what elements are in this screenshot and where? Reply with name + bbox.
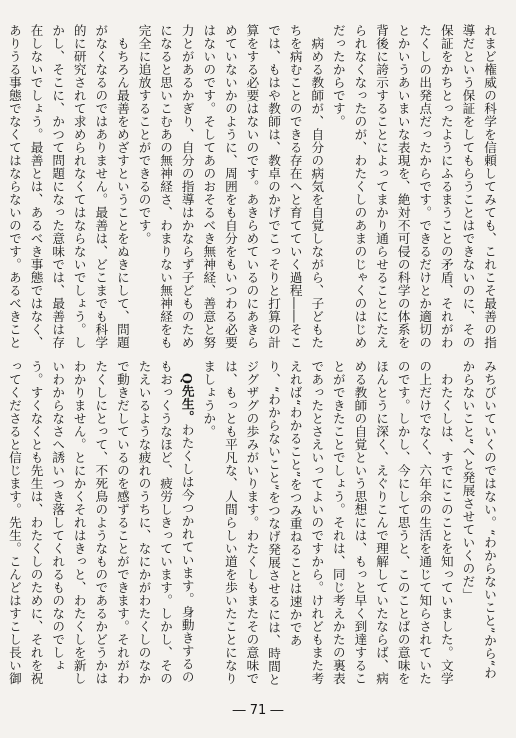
quotation-end: みちびいていくのではない。“わからないこと”から“わからないこと”へと発展させていくのだ」 bbox=[460, 360, 497, 680]
salutation: Q先生。 bbox=[179, 372, 195, 423]
page-number: ― 71 ― bbox=[232, 703, 284, 718]
letter-body: わたくしは今つかれています。身動きするのもおっくうなほど、疲労しきっています。しかし、そのたえいるような疲れのうちに、なにかがわたくしのなかで動きだしているのを感ずることができます。それがわたくしにとって、不死鳥のようなものであるかどうかはわかりません。とにかくそれはきっと、わたくしを新しいわからなさへ誘いつき落してくれるものなのでしょう。すくなくとも先生は、わたくしのために、それを祝ってくださると信じます。先生。こんどはすこし長い御 bbox=[6, 360, 195, 685]
paragraph: わたくしは、すでにこのことを知っていました。文学の上だけでなく、六年余の生活を通じて知らされていたのです。しかし、今にして思うと、このことばの意味をほんとうに深く、えぐりこんで理解していたならば、病める教師の自覚という思想には、もっと早く到達することができたことでしょう。それは、同じ考えかたの裏表であったとさえいってよいのですから。けれどもまた考えれば“わかること”をつみ重ねることは速かであり、“わからないこと”をつなげ発展させるには、時間とジグザグの歩みがいります。わたくしもまたその意味では、もっとも平凡な、人間らしい道を歩いたことになりましょうか。 bbox=[201, 360, 454, 686]
letter-paragraph bbox=[0, 360, 198, 690]
paragraph-continuation: れまど権威の科学を信頼してみても、これこそ最善の指導だという保証をしてもらうことはできないのに、その保証をかちとったようにふるまうことの矛盾、それがわたくしの出発点だったからです。できるだけとか適切のとかいうあいまいな表現を、絶対不可侵の科学の体系を背後に誇示することによってまかり通らせることにたえられなくなったのが、わたくしのあまのじゃくのはじめだったからです。 bbox=[330, 24, 497, 349]
paragraph: 病める教師が、自分の病気を自覚しながら、子どもたちを病むことのできる存在へと育てていく過程――そこでは、もはや教師は、教卓のかげでこっそりと打算の計算をする必要はないのです。あきらめているのにあきらめていないかのように、周囲をも自分をもいつわる必要はないのです。そしてあのおそるべき無神経、善意と努力とがあるかぎり、自分の指導はかならず子どものためになると思いこむあの無神経さ、わまりない無神経をも完全に追放することができるのです。 bbox=[136, 24, 325, 349]
paragraph: もちろん最善をめざすということをぬきにして、問題がなくなるのではありません。最善は、どこまでも科学的に研究されて求められなくてはならないでしょう。しかし、そこに、かつて問題になった意味では、最善は存在しないでしょう。最善とは、あるべき事態ではなく、ありうる事態でなくてはならないのです。あるべきこと bbox=[6, 24, 130, 349]
lower-text-block bbox=[6, 360, 500, 690]
upper-text-block bbox=[6, 24, 500, 349]
